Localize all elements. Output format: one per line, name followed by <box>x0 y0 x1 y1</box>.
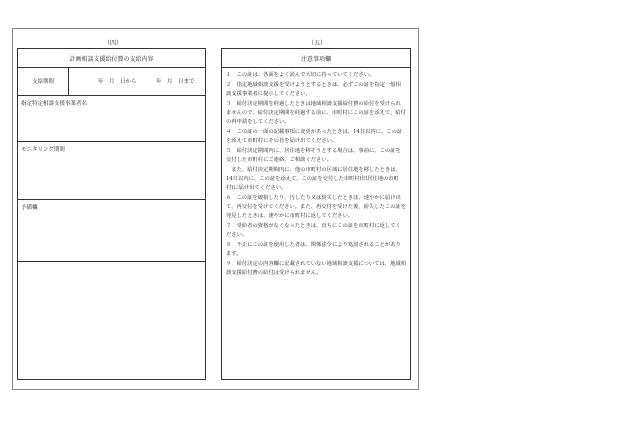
monitoring-period-row <box>18 141 205 200</box>
support-period-label: 支給期間 <box>18 67 69 95</box>
note-item: ３ 給付決定期間を経過したときは地域相談支援給付費の給付を受けられませんので、給付決定期間を経過する前に、市町村にこの証を添えて、給付の再申請をしてください。 <box>226 101 406 125</box>
support-period-row <box>18 67 205 96</box>
note-item: ７ 受給者の資格がなくなったときは、直ちにこの証を市町村に返してください。 <box>226 223 401 238</box>
page-number-right: （五） <box>307 40 326 47</box>
note-item: １ この証は、各面をよく読んで大切に持っていてください。 <box>226 72 375 78</box>
note-item: また、給付決定期間内に、他の市町村の区域に居住地を移したときは、14日以内に、この証を添えて、この証を交付した市町村(旧居住地の市町村)に届け出てください。 <box>226 167 401 191</box>
note-item: ６ この証を破損したり、汚したり又は紛失したときは、速やかに届け出て、再交付を受けてください。また、再交付を受けた後、紛失したこの証を発見したときは、速やかに市町村に返してください。 <box>226 195 406 219</box>
note-item: ２ 指定地域相談支援を受けようとするときは、必ずこの証を指定一般相談支援事業者に提示してください。 <box>226 82 401 97</box>
note-item: ８ 不正にこの証を使用した者は、関係法令により処罰されることがあります。 <box>226 242 401 257</box>
support-content-panel <box>17 48 206 380</box>
page-number-left: （四） <box>103 40 122 47</box>
notes-list <box>226 71 406 279</box>
notes-header: 注意事項欄 <box>222 49 410 68</box>
note-item: ５ 給付決定期間内に、居住地を移そうとする場合は、事前に、この証を交付した市町村にご連絡、ご相談ください。 <box>226 148 401 163</box>
support-content-header: 計画相談支援給付費の支給内容 <box>18 49 205 68</box>
notes-panel <box>221 48 411 380</box>
note-item: ９ 給付決定の内容欄に記載されていない地域相談支援については、地域相談支援給付費の給付は受けられません。 <box>226 261 406 276</box>
spare-row <box>18 199 205 262</box>
note-item: ４ この証の一面の記載事項に変更があったときは、14日以内に、この証を添えて市町村にその旨を届け出てください。 <box>226 129 403 144</box>
monitoring-period-label: モニタリング期間 <box>21 147 65 153</box>
designated-provider-row <box>18 95 205 142</box>
designated-provider-label: 指定特定相談支援事業者名 <box>21 101 88 107</box>
support-period-to: 年 月 日まで <box>156 79 195 85</box>
support-period-from: 年 月 日から <box>98 79 137 85</box>
spare-label: 予備欄 <box>21 205 38 211</box>
